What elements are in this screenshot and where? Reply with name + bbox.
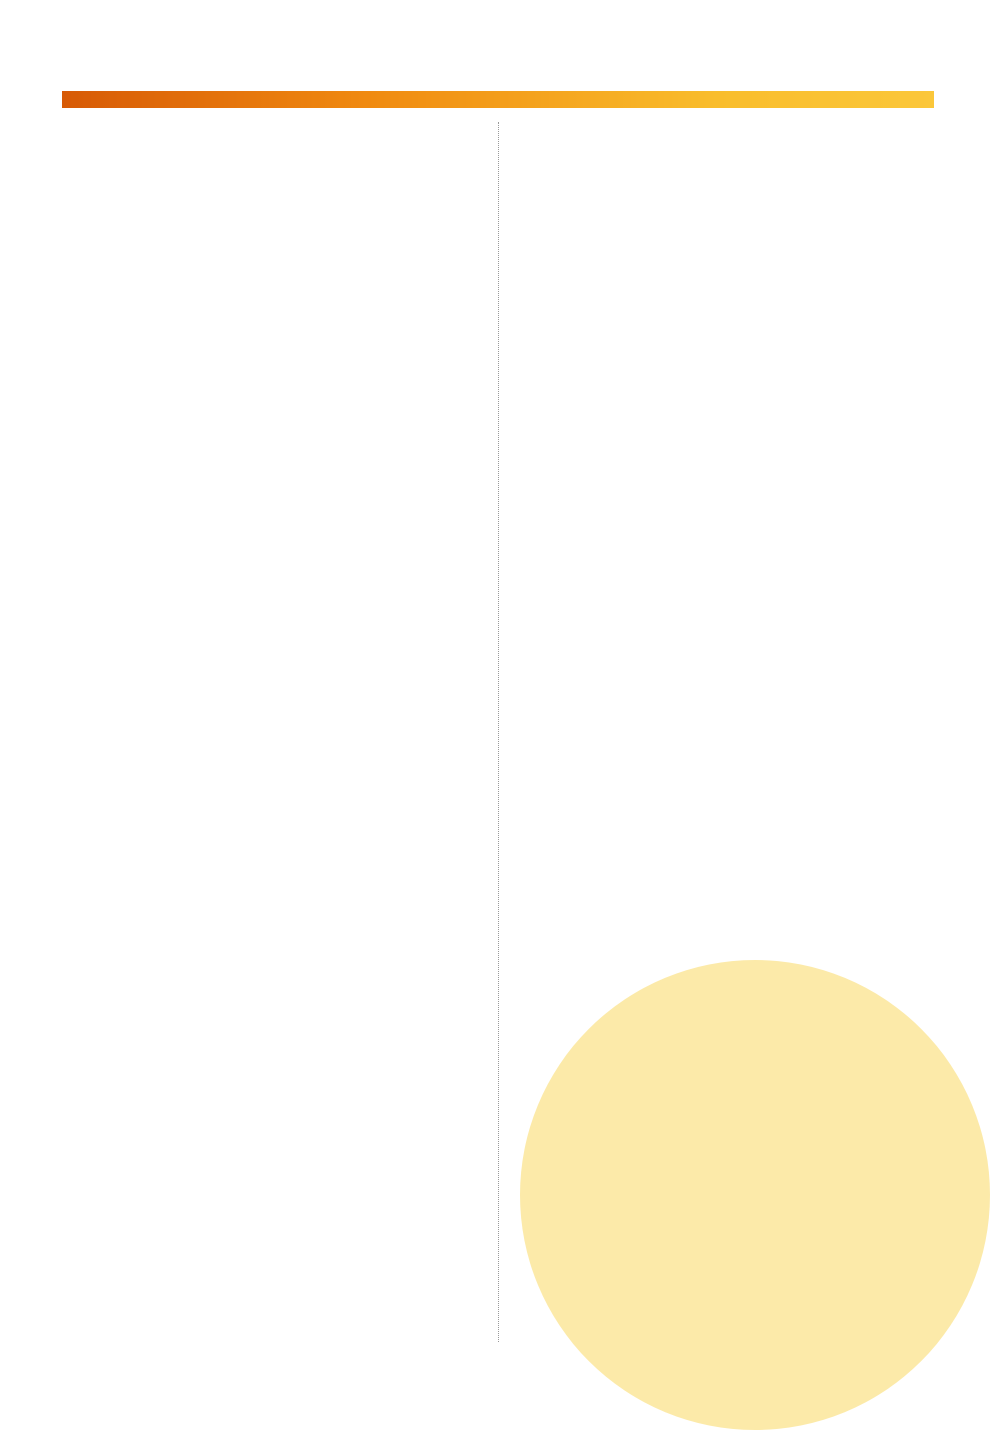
index-header-bar bbox=[62, 91, 934, 108]
side-letter bbox=[952, 82, 990, 168]
column-divider bbox=[498, 122, 499, 1342]
decorative-circle bbox=[520, 960, 990, 1430]
side-letter bbox=[952, 426, 990, 512]
side-index-title bbox=[952, 82, 990, 512]
side-letter bbox=[952, 168, 990, 254]
side-letter bbox=[952, 254, 990, 340]
side-letter bbox=[952, 340, 990, 426]
